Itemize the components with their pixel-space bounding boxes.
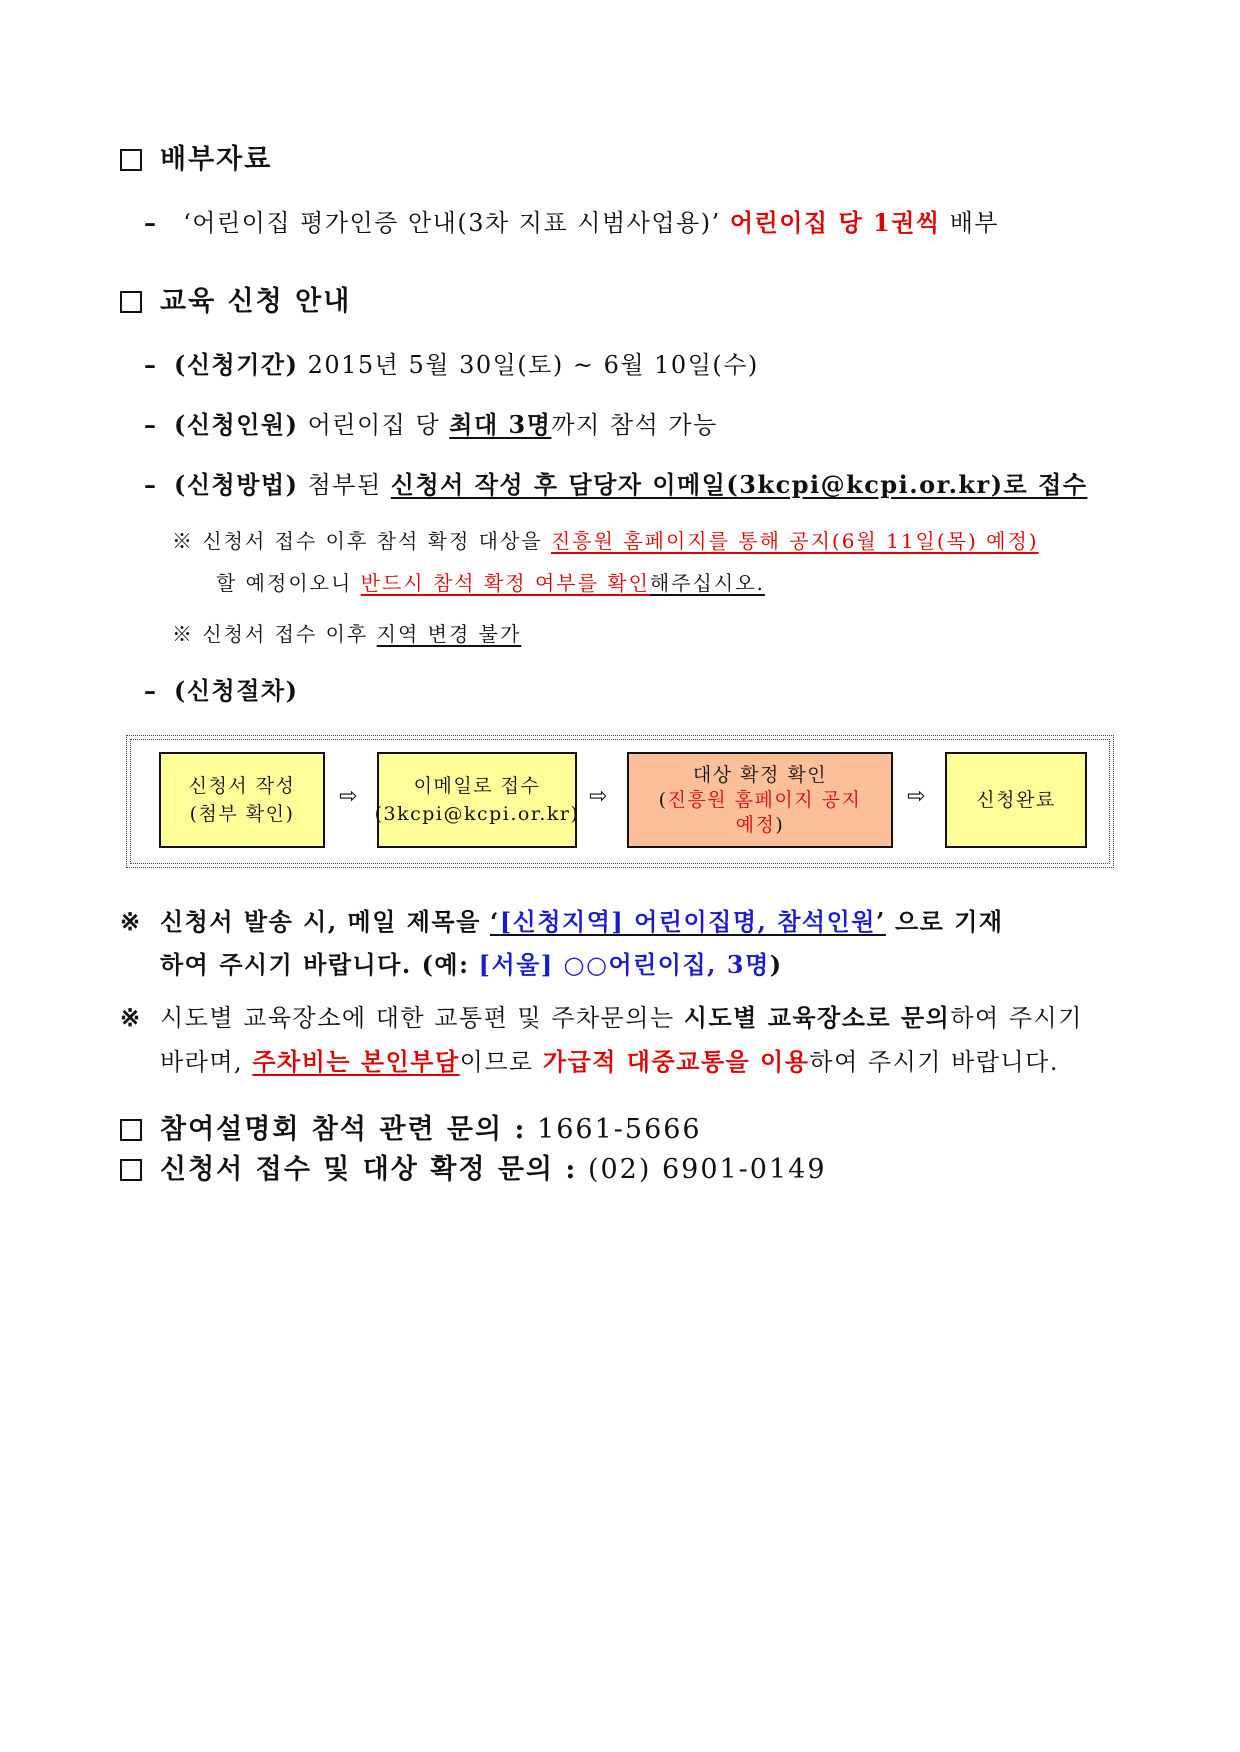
n2-bold: 시도별 교육장소로 문의	[683, 1003, 951, 1032]
checkbox-square-icon	[120, 1159, 142, 1181]
period-value: 2015년 5월 30일(토) ~ 6월 10일(수)	[307, 351, 759, 379]
section-apply-heading	[120, 279, 351, 318]
note1-pre: ※ 신청서 접수 이후 참석 확정 대상을	[172, 529, 543, 553]
checkbox-square-icon	[120, 149, 142, 171]
note-mail-subject-b	[160, 945, 783, 980]
step3-line3	[736, 813, 785, 838]
note1b-pre: 할 예정이오니	[216, 571, 353, 595]
step2-line2: (3kcpi@kcpi.or.kr)	[374, 803, 580, 825]
apply-procedure	[144, 671, 298, 706]
right-arrow-icon: ⇨	[339, 784, 358, 809]
apply-note-1b	[216, 567, 765, 596]
n1-post: 으로 기재	[894, 907, 1004, 936]
n2b-mid: 이므로	[459, 1048, 534, 1076]
n2b-pre: 바라며,	[160, 1048, 244, 1076]
n1b-example: [서울] ○○어린이집, 3명	[478, 950, 770, 979]
note-mail-subject	[120, 902, 1004, 937]
handout-tail: 배부	[949, 209, 1000, 237]
c1-label: 참여설명회 참석 관련 문의 :	[160, 1114, 527, 1145]
note1-highlight: 진흥원 홈페이지를 통해 공지(6월 11일(목) 예정)	[550, 529, 1039, 553]
method-label: (신청방법)	[174, 470, 299, 499]
n1-pre: 신청서 발송 시, 메일 제목을	[160, 907, 481, 936]
section-title: 배부자료	[160, 144, 273, 175]
n1b-post: )	[769, 950, 783, 979]
people-pre: 어린이집 당	[307, 411, 441, 439]
right-arrow-icon: ⇨	[589, 784, 608, 809]
step3-notice: 진흥원 홈페이지 공지	[667, 788, 862, 811]
flow-step-email	[374, 752, 580, 848]
step1-line2: (첨부 확인)	[189, 803, 295, 825]
n2b-parking: 주차비는 본인부담	[252, 1047, 460, 1076]
contact-briefing	[120, 1107, 702, 1146]
step3-paren-open: (	[658, 788, 668, 811]
n2-pre: 시도별 교육장소에 대한 교통편 및 주차문의는	[160, 1004, 675, 1032]
dash-bullet: –	[144, 208, 158, 237]
reference-mark-icon: ※	[120, 1003, 142, 1032]
method-detail: 신청서 작성 후 담당자 이메일(3kcpi@kcpi.or.kr)로 접수	[390, 470, 1088, 499]
n2-post: 하여 주시기	[950, 1004, 1083, 1032]
apply-note-2	[172, 618, 521, 647]
note2-pre: ※ 신청서 접수 이후	[172, 622, 369, 646]
apply-people	[144, 405, 718, 440]
section-handout-heading	[120, 137, 272, 176]
step3-paren-close: )	[775, 813, 785, 836]
period-label: (신청기간)	[174, 350, 299, 379]
c1-phone: 1661-5666	[537, 1114, 702, 1145]
dash-bullet: –	[144, 410, 158, 439]
dash-bullet: –	[144, 676, 158, 705]
note1b-highlight: 반드시 참석 확정 여부를 확인	[360, 571, 650, 595]
c2-phone: (02) 6901-0149	[587, 1154, 827, 1185]
note2-underlined: 지역 변경 불가	[376, 622, 522, 646]
right-arrow-icon: ⇨	[907, 784, 926, 809]
step4-line1: 신청완료	[976, 789, 1056, 811]
flow-step-complete	[945, 752, 1087, 848]
note-transport	[120, 998, 1083, 1033]
c2-label: 신청서 접수 및 대상 확정 문의 :	[160, 1154, 578, 1185]
checkbox-square-icon	[120, 1119, 142, 1141]
n2b-post: 하여 주시기 바랍니다.	[809, 1048, 1059, 1076]
n1b-pre: 하여 주시기 바랍니다. (예:	[160, 950, 470, 979]
handout-text: ‘어린이집 평가인증 안내(3차 지표 시범사업용)’	[183, 209, 721, 237]
reference-mark-icon: ※	[120, 907, 142, 936]
people-label: (신청인원)	[174, 410, 299, 439]
n1-format: [신청지역] 어린이집명, 참석인원	[499, 907, 876, 936]
quote-open: ‘	[489, 907, 500, 936]
note-transport-b	[160, 1042, 1059, 1077]
step3-line1: 대상 확정 확인	[692, 763, 828, 786]
apply-method	[144, 465, 1087, 500]
section-title: 교육 신청 안내	[160, 286, 352, 317]
dash-bullet: –	[144, 470, 158, 499]
n2b-transit: 가급적 대중교통을 이용	[542, 1047, 810, 1076]
dash-bullet: –	[144, 350, 158, 379]
n1-subject-format	[490, 907, 886, 936]
procedure-label: (신청절차)	[174, 676, 299, 705]
procedure-flow	[126, 735, 1114, 868]
handout-item	[144, 203, 999, 238]
step3-line2	[659, 788, 862, 813]
handout-highlight: 어린이집 당 1권씩	[729, 208, 941, 237]
step2-line1: 이메일로 접수	[413, 775, 541, 797]
people-post: 까지 참석 가능	[551, 411, 718, 439]
apply-note-1	[172, 525, 1039, 554]
flow-step-write	[159, 752, 325, 848]
apply-period	[144, 345, 759, 380]
step3-planned: 예정	[735, 813, 776, 836]
quote-close: ’	[875, 907, 886, 936]
flow-step-confirm	[627, 752, 893, 848]
note1b-post: 해주십시오.	[649, 571, 765, 595]
people-max: 최대 3명	[449, 410, 552, 439]
checkbox-square-icon	[120, 291, 142, 313]
contact-application	[120, 1147, 827, 1186]
method-pre: 첨부된	[307, 471, 382, 499]
step1-line1: 신청서 작성	[188, 775, 296, 797]
